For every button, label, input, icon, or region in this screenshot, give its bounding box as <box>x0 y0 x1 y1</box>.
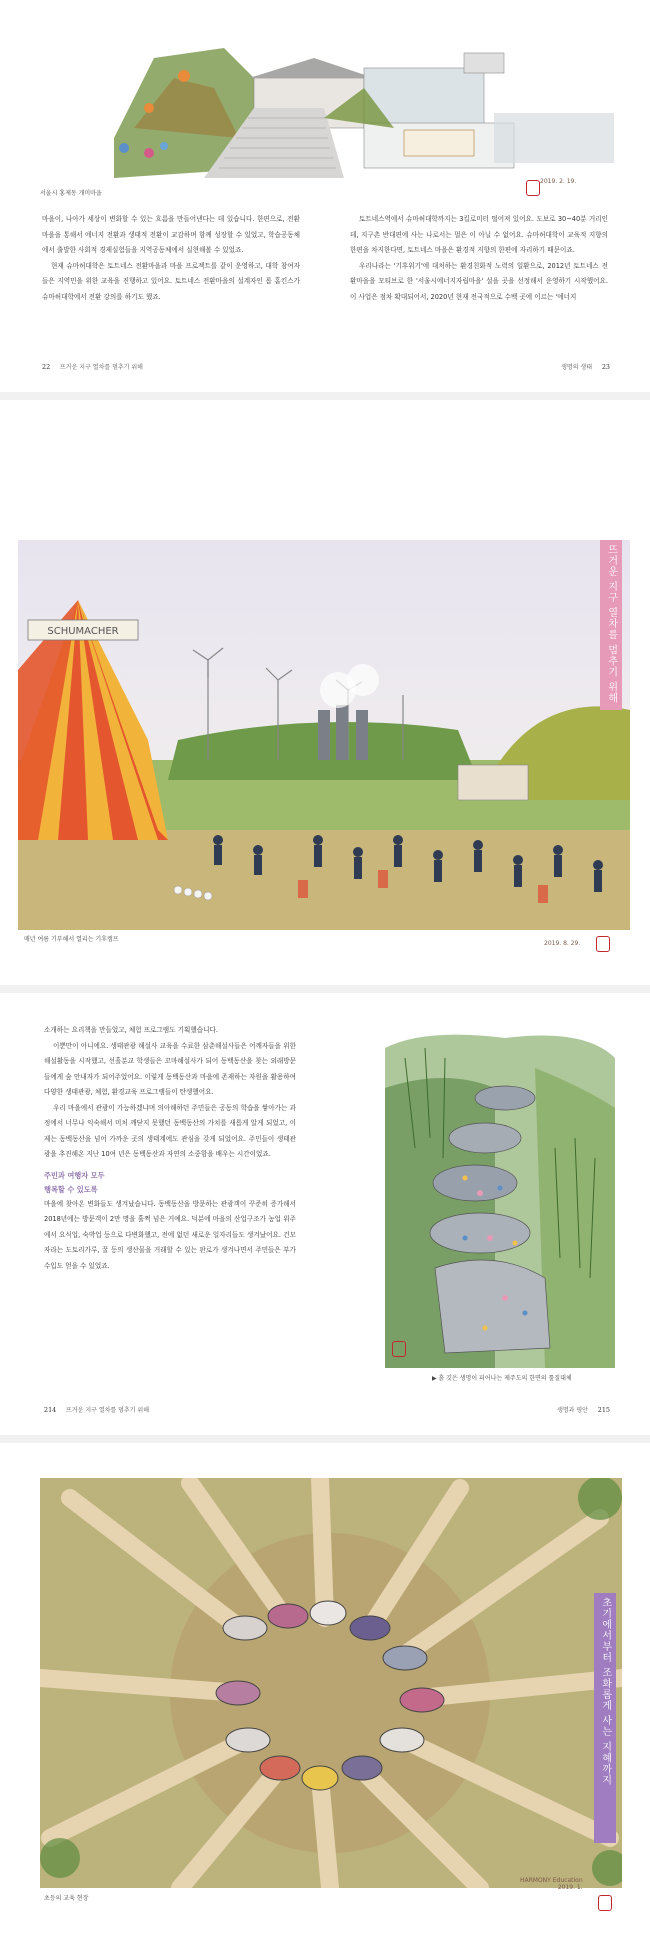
signature-line: HARMONY Education <box>520 1877 583 1884</box>
spread-separator <box>0 392 650 400</box>
banner-text: SCHUMACHER <box>47 626 119 637</box>
illustration-stepping-stones <box>385 1028 615 1368</box>
signature-1: 2019. 2. 19. <box>540 178 577 185</box>
running-head: 생명과 평안 <box>557 1407 588 1414</box>
spread-separator <box>0 1435 650 1443</box>
artist-stamp-1 <box>526 180 540 196</box>
illustration-climate-camp <box>18 540 630 930</box>
spread-3 <box>0 993 650 1435</box>
folio-left-1 <box>42 362 143 371</box>
subheading-line: 행복할 수 있도록 <box>44 1184 98 1194</box>
paragraph: 마을에 찾아온 변화들도 생겨났습니다. 동백동산을 방문하는 관광객이 꾸준히 증가해서 2018년에는 방문객이 2만 명을 훌쩍 넘은 거예요. 덕분에 마을의 산업구조가 농업 위주에서 요식업, 숙박업 등으로 다변화했고, 전에 없던 새로운 일자리들도 생겨났어요. 건모자라는 도토리가루, 꿀 등의 생산물을 거래할 수 있는 판로가 생겨나면서 주민들은 부가수입도 얻을 수 있었죠. <box>44 1199 296 1270</box>
caption-1: 서울시 홍제동 개미마을 <box>40 190 102 197</box>
signature-4 <box>520 1877 583 1891</box>
artist-stamp-4 <box>598 1895 612 1911</box>
caption-4: 초등의 교육 현장 <box>44 1895 89 1902</box>
body-text-right-1 <box>350 212 608 352</box>
paragraph: 마을이, 나아가 세상이 변화할 수 있는 흐름을 만들어낸다는 데 있습니다. 한편으로, 전환마을을 통해서 에너지 전환과 생태적 전환이 교감하며 함께 성장할 수 있었고, 학습공동체에서 출발한 사회적 경제실험들을 지역공동체에서 실현해볼 수 있었죠. <box>42 215 300 254</box>
body-text-left-3 <box>44 1023 296 1393</box>
body-text-left-1 <box>42 212 300 352</box>
subheading <box>44 1169 296 1197</box>
page-number: 22 <box>42 363 51 371</box>
page-number: 215 <box>597 1406 610 1414</box>
running-head: 뜨거운 지구 열차를 멈추기 위해 <box>66 1407 150 1414</box>
spread-separator <box>0 985 650 993</box>
caption-2: 매년 여름 기부해서 열리는 기후캠프 <box>24 936 119 943</box>
chapter-tab-vertical <box>600 540 622 710</box>
chapter-title: 초기에서부터 조화롭게 사는 지혜까지 <box>599 1597 611 1786</box>
paragraph: 토트네스역에서 슈마허대학까지는 3킬로미터 떨어져 있어요. 도보로 30~40분 거리인데, 지구촌 반대편에 사는 나로서는 멀은 이 아닐 수 없어요. 슈마허대학이 교육적 지향의 한편을 차지한다면, 토트네스 마을은 환경적 지향의 한편에 자리하기 때문이죠. <box>350 215 608 254</box>
spread-2 <box>0 400 650 985</box>
artist-stamp-3 <box>392 1341 406 1357</box>
illustration-circle-of-feet <box>40 1478 622 1888</box>
paragraph: 현재 슈마허대학은 토트네스 전환마을과 마을 프로젝트를 같이 운영하고, 대학 참여자들은 지역민을 위한 교육을 진행하고 있어요. 토트네스 전환마을의 설계자인 롭 홉킨스가 슈마허대학에서 전환 강의를 하기도 했죠. <box>42 261 300 301</box>
folio-right-1 <box>561 362 610 371</box>
caption-3: ▶ 흙 깃은 생명이 피어나는 제주도의 한면의 툴질대체 <box>432 1375 572 1382</box>
running-head: 생명의 생태 <box>561 364 593 371</box>
subheading-line: 주민과 여행자 모두 <box>44 1170 105 1180</box>
running-head: 뜨거운 지구 열차를 멈추기 위해 <box>59 364 143 371</box>
page-number: 23 <box>601 363 610 371</box>
folio-left-3 <box>44 1405 149 1414</box>
chapter-tab-vertical <box>594 1593 616 1843</box>
spread-1 <box>0 0 650 392</box>
paragraph: 소개하는 요리책을 만들었고, 체험 프로그램도 기획했습니다. <box>44 1026 218 1034</box>
folio-right-3 <box>557 1405 610 1414</box>
page-number: 214 <box>44 1406 57 1414</box>
spread-4 <box>0 1443 650 1950</box>
signature-2: 2019. 8. 29. <box>544 940 581 947</box>
paragraph: 우리 마을에서 관광이 가능하겠냐며 의아해하던 주민들은 공동의 학습을 쌓아가는 과정에서 너무나 익숙해서 미처 깨닫지 못했던 동백동산의 가치를 새롭게 알게 되었고, 이제는 동백동산을 넘어 가까운 곳의 생태계에도 관심을 갖게 되었어요. 주민들이 생태관광을 추진해온 지난 10여 년은 동백동산과 자연의 소중함을 배우는 시간이었죠. <box>44 1103 296 1158</box>
paragraph: 이뿐만이 아니에요. 생태관광 해설사 교육을 수료한 삼춘해설사들은 어깨자들을 위한 해설활동을 시작했고, 선흘분교 학생들은 꼬마해설사가 되어 동백동산을 찾는 외래방문들에게 숲 안내자가 되어주었어요. 이렇게 동백동산과 마을에 존재하는 자원을 활용하여 다양한 생태관광, 체험, 환경교육 프로그램들이 탄생했어요. <box>44 1041 296 1096</box>
signature-line: 2019. 1. <box>557 1884 583 1891</box>
chapter-title: 뜨거운 지구 열차를 멈추기 위해 <box>605 544 617 704</box>
illustration-village-steps <box>24 18 624 188</box>
paragraph: 우리나라는 '기후위기'에 대처하는 환경친화적 노력의 일환으로, 2012년 토트네스 전환마을을 모티브로 한 '서울시에너지자립마을' 설을 곳을 선정해서 운영하기 시작했어요. 이 사업은 점차 확대되어서, 2020년 현재 전국적으로 수백 곳에 이르는 '에너지 <box>350 261 608 301</box>
artist-stamp-2 <box>596 936 610 952</box>
